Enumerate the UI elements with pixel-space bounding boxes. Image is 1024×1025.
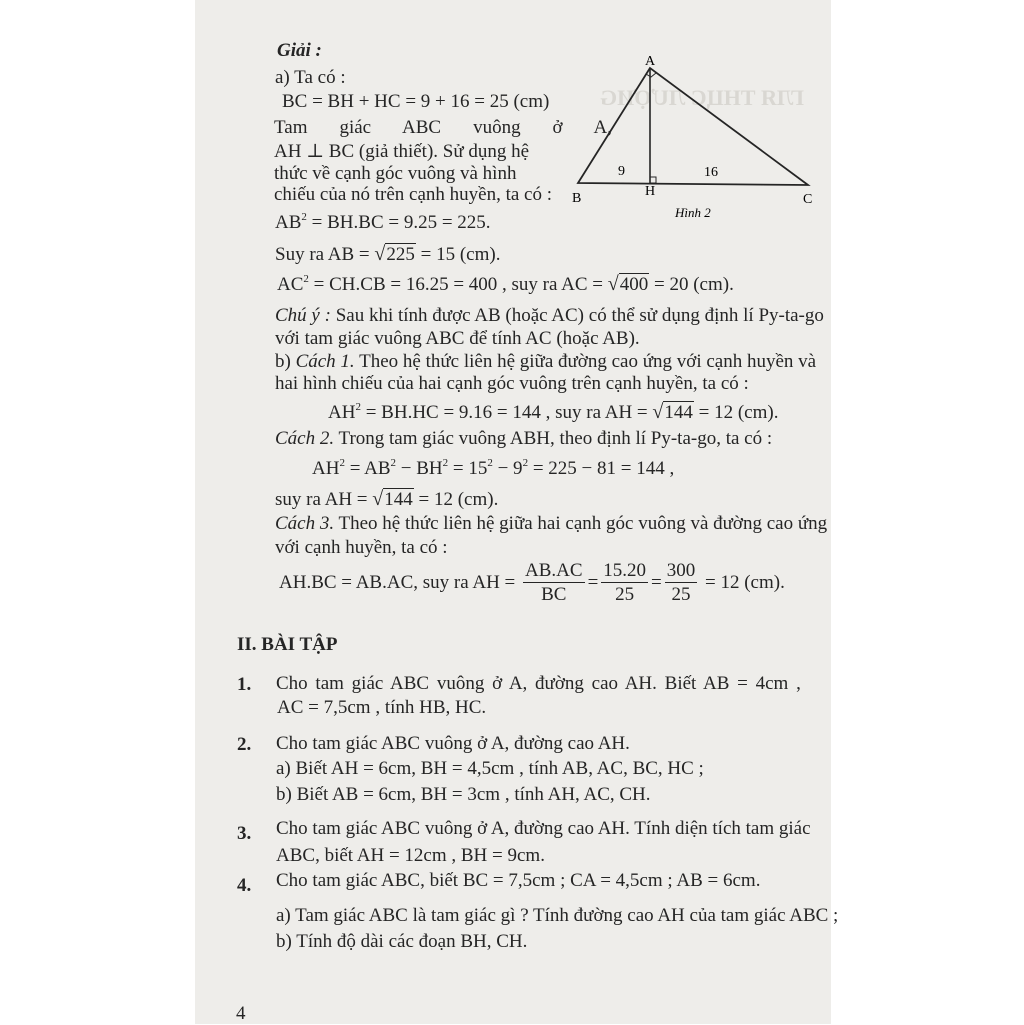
label-hc: 16 [704,165,718,180]
exp: 2 [301,211,307,223]
label-a: A [645,54,656,69]
ah-squared-eq [328,401,778,424]
exp: 2 [339,457,345,469]
para-line-4: chiếu của nó trên cạnh huyền, ta có : [274,184,553,205]
t: − BH [396,458,443,479]
exp: 2 [390,457,397,469]
numerator: 15.20 [603,560,647,581]
t: suy ra AH = [275,489,373,510]
label-bh: 9 [618,164,625,179]
para-line-3: thức về cạnh góc vuông và hình [274,163,517,184]
radicand: 144 [384,489,413,510]
radicand: 144 [664,402,693,423]
part-a-intro: a) Ta có : [275,67,346,88]
exp: 2 [355,401,361,413]
exercise-2-line-2: a) Biết AH = 6cm, BH = 4,5cm , tính AB, AC, BC, HC ; [276,758,704,779]
pythagoras-eq [312,458,674,480]
triangle-figure [560,50,830,230]
ah-result [275,488,498,511]
exercise-3-line-2: ABC, biết AH = 12cm , BH = 9cm. [276,845,545,866]
ab-result [275,243,500,266]
exp: 2 [442,457,449,469]
right-angle-h [650,177,656,183]
t: AH [328,402,356,423]
label-c: C [803,192,813,207]
exercise-4-line-1: Cho tam giác ABC, biết BC = 7,5cm ; CA = 4,5cm ; AB = 6cm. [276,870,761,891]
exercise-2-number: 2. [237,734,252,755]
fraction-2 [601,560,648,607]
label-h: H [645,184,656,199]
t: Sau khi tính được AB (hoặc AC) có thể sử dụng định lí Py-ta-go [330,305,824,326]
t: AB [275,212,302,233]
exercise-4-number: 4. [237,875,252,896]
exercise-4-line-3: b) Tính độ dài các đoạn BH, CH. [276,931,528,952]
method-label: Cách 1. [295,351,355,372]
para-line-1: Tam giác ABC vuông ở A, [274,117,612,138]
numerator: 300 [666,560,696,581]
radicand: 400 [619,274,649,295]
t: = 15 [448,458,488,479]
t: = BH.HC = 9.16 = 144 , suy ra AH = [360,402,653,423]
denominator: 25 [671,584,691,605]
t: = 225 − 81 = 144 , [528,458,675,479]
fraction-eq: AH.BC = AB.AC, suy ra AH = $\frac{AB.AC}{BC}$ = $\frac{15.20}{25}$ = $\frac{300}{25}$ = 12 (cm). [279,560,785,605]
t: Suy ra AB = [275,244,375,265]
method-label: Cách 2. [275,428,335,449]
para-line-2: AH ⊥ BC (giả thiết). Sử dụng hệ [274,141,530,162]
t: = 15 (cm). [415,244,501,265]
exp: 2 [522,457,529,469]
method-3-line-2: với cạnh huyền, ta có : [275,537,448,558]
exercise-2-line-1: Cho tam giác ABC vuông ở A, đường cao AH. [276,733,630,754]
part-b-line-1 [275,351,816,373]
note-line-2: với tam giác vuông ABC để tính AC (hoặc AB). [275,328,640,349]
note-label: Chú ý : [275,305,331,326]
exp: 2 [487,457,493,469]
exercise-1-number: 1. [237,674,252,695]
t: Theo hệ thức liên hệ giữa hai cạnh góc vuông và đường cao ứng [334,513,828,534]
t: = 20 (cm). [649,274,734,295]
sqrt: √144 [652,401,693,423]
exercise-4-line-2: a) Tam giác ABC là tam giác gì ? Tính đường cao AH của tam giác ABC ; [276,905,839,926]
exercise-2-line-3: b) Biết AB = 6cm, BH = 3cm , tính AH, AC, CH. [276,784,651,805]
t: b) [275,351,296,372]
exercise-3-number: 3. [237,823,252,844]
method-3-line-1 [275,513,827,535]
sqrt: √225 [374,243,415,265]
part-b-line-2: hai hình chiếu của hai cạnh góc vuông trên cạnh huyền, ta có : [275,373,749,394]
label-b: B [572,191,582,206]
denominator: BC [541,584,567,605]
bc-equation: BC = BH + HC = 9 + 16 = 25 (cm) [282,91,550,112]
exp: 2 [303,273,309,285]
fraction-3 [665,560,698,607]
triangle-abc [578,68,808,185]
t: = 12 (cm). [413,489,499,510]
method-label: Cách 3. [275,513,335,534]
t: = 12 (cm). [700,571,785,593]
exercises-heading: II. BÀI TẬP [237,634,338,655]
t: Theo hệ thức liên hệ giữa đường cao ứng với cạnh huyền và [354,351,817,372]
page-number: 4 [236,1003,246,1024]
figure-caption: Hình 2 [675,205,711,220]
fraction-1 [523,560,585,607]
numerator: AB.AC [525,560,583,581]
sqrt: √144 [372,488,413,510]
exercise-1-line-1: Cho tam giác ABC vuông ở A, đường cao AH. Biết AB = 4cm , [276,673,801,694]
t: − 9 [492,458,523,479]
t: = CH.CB = 16.25 = 400 , suy ra AC = [308,274,608,295]
note-line-1 [275,305,824,327]
sqrt: √400 [607,273,649,295]
method-2-line [275,428,772,450]
t: Trong tam giác vuông ABH, theo định lí Py-ta-go, ta có : [334,428,773,449]
denominator: 25 [615,584,635,605]
t: = 12 (cm). [693,402,779,423]
t: AH.BC = AB.AC, suy ra AH = [279,571,521,593]
radicand: 225 [386,244,415,265]
exercise-1-line-2: AC = 7,5cm , tính HB, HC. [277,697,487,718]
ac-result [277,273,734,296]
show-through: ГЛЯ ТНЦС ЛƯỢИG [600,85,804,110]
solution-heading: Giải : [277,40,322,61]
t: = AB [344,458,391,479]
t: AH [312,458,340,479]
exercise-3-line-1: Cho tam giác ABC vuông ở A, đường cao AH. Tính diện tích tam giác [276,818,811,839]
ab-squared-eq [275,212,491,234]
t: = BH.BC = 9.25 = 225. [306,212,491,233]
t: AC [277,274,304,295]
